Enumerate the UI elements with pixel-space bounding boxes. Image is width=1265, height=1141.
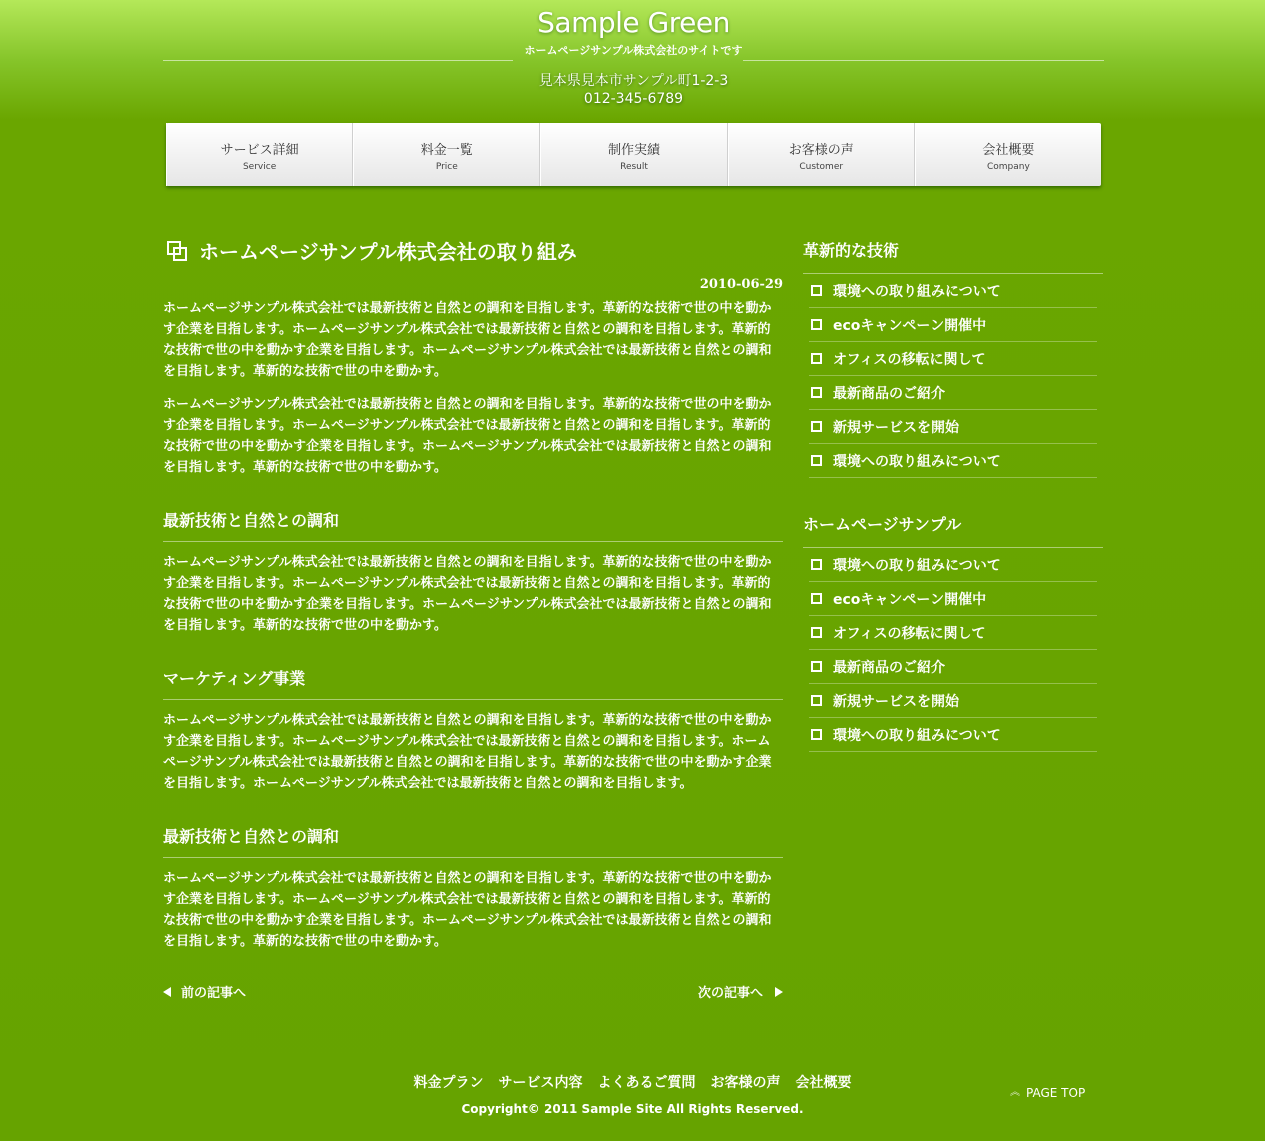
nav-sublabel: Company <box>987 162 1030 172</box>
site-tagline: ホームページサンプル株式会社のサイトです <box>524 44 743 57</box>
sidebar-heading: ホームページサンプル <box>803 510 1103 548</box>
sidebar-link[interactable] <box>809 342 1097 376</box>
sidebar-list <box>803 274 1097 478</box>
phone-number: 012-345-6789 <box>583 91 684 107</box>
nav-sublabel: Price <box>435 162 458 172</box>
sidebar-link[interactable] <box>809 308 1097 342</box>
sidebar-section <box>803 510 1103 752</box>
header-divider-left <box>163 60 513 61</box>
prev-label: 前の記事へ <box>181 986 247 1001</box>
sidebar-link-label: 環境への取り組みについて <box>833 283 1001 300</box>
sidebar-link[interactable] <box>809 616 1097 650</box>
footer-link-customer[interactable]: お客様の声 <box>710 1075 781 1091</box>
sidebar-link-label: 最新商品のご紹介 <box>833 385 945 402</box>
article-section <box>163 508 783 636</box>
nav-label: 制作実績 <box>608 143 661 158</box>
main-content <box>163 236 783 1002</box>
sidebar-link-label: 環境への取り組みについて <box>833 453 1001 470</box>
square-bullet-icon <box>811 729 822 740</box>
page-top-label: PAGE TOP <box>1026 1086 1086 1100</box>
sidebar-link-label: 新規サービスを開始 <box>833 419 959 436</box>
sidebar-link-label: ecoキャンペーン開催中 <box>833 317 987 334</box>
article-section <box>163 824 783 952</box>
square-bullet-icon <box>811 353 822 364</box>
nav-label: お客様の声 <box>788 143 854 158</box>
nav-label: 料金一覧 <box>420 143 473 158</box>
nav-item-service[interactable] <box>166 123 353 186</box>
sidebar-link[interactable] <box>809 376 1097 410</box>
contact-info <box>163 72 1104 108</box>
sidebar-link[interactable] <box>809 582 1097 616</box>
nav-label: サービス詳細 <box>220 143 299 158</box>
section-title: 最新技術と自然との調和 <box>163 824 783 858</box>
copyright: Copyright© 2011 Sample Site All Rights Reserved. <box>461 1102 804 1116</box>
square-bullet-icon <box>811 387 822 398</box>
footer-link-company[interactable]: 会社概要 <box>795 1075 852 1091</box>
prev-article-link[interactable] <box>163 982 246 1001</box>
section-title: 最新技術と自然との調和 <box>163 508 783 542</box>
nav-sublabel: Service <box>242 162 277 172</box>
sidebar-link[interactable] <box>809 274 1097 308</box>
square-bullet-icon <box>811 661 822 672</box>
article-pager <box>163 982 783 1002</box>
square-bullet-icon <box>811 559 822 570</box>
double-chevron-up-icon: ︽ <box>1010 1087 1020 1098</box>
paragraph: ホームページサンプル株式会社では最新技術と自然との調和を目指します。革新的な技術で世の中を動かす企業を目指します。ホームページサンプル株式会社では最新技術と自然との調和を目指します。革新的な技術で世の中を動かす企業を目指します。ホームページサンプル株式会社では最新技術と自然との調和を目指します。革新的な技術で世の中を動かす。 <box>163 397 772 475</box>
paragraph: ホームページサンプル株式会社では最新技術と自然との調和を目指します。革新的な技術で世の中を動かす企業を目指します。ホームページサンプル株式会社では最新技術と自然との調和を目指します。革新的な技術で世の中を動かす企業を目指します。ホームページサンプル株式会社では最新技術と自然との調和を目指します。革新的な技術で世の中を動かす。 <box>163 555 772 633</box>
footer-link-faq[interactable]: よくあるご質問 <box>597 1075 696 1091</box>
sidebar-link-label: 新規サービスを開始 <box>833 693 959 710</box>
sidebar-list <box>803 548 1097 752</box>
square-bullet-icon <box>811 593 822 604</box>
windows-icon <box>167 241 187 261</box>
article-intro <box>163 298 783 478</box>
square-bullet-icon <box>811 285 822 296</box>
arrow-right-icon <box>775 987 783 997</box>
article-title-row <box>163 236 783 265</box>
nav-item-company[interactable] <box>915 123 1101 186</box>
square-bullet-icon <box>811 319 822 330</box>
sidebar-link-label: 環境への取り組みについて <box>833 727 1001 744</box>
article-section <box>163 666 783 794</box>
nav-item-customer[interactable] <box>728 123 915 186</box>
footer-link-plans[interactable]: 料金プラン <box>413 1075 484 1091</box>
footer-link-services[interactable]: サービス内容 <box>498 1075 583 1091</box>
square-bullet-icon <box>811 421 822 432</box>
sidebar-section <box>803 236 1103 478</box>
sidebar-link[interactable] <box>809 548 1097 582</box>
article-title: ホームページサンプル株式会社の取り組み <box>199 240 577 264</box>
arrow-left-icon <box>163 987 171 997</box>
square-bullet-icon <box>811 627 822 638</box>
header-divider-right <box>743 60 1104 61</box>
global-nav <box>166 123 1101 186</box>
sidebar-link-label: オフィスの移転に関して <box>833 351 986 368</box>
paragraph: ホームページサンプル株式会社では最新技術と自然との調和を目指します。革新的な技術で世の中を動かす企業を目指します。ホームページサンプル株式会社では最新技術と自然との調和を目指します。ホームページサンプル株式会社では最新技術と自然との調和を目指します。革新的な技術で世の中を動かす企業を目指します。ホームページサンプル株式会社では最新技術と自然との調和を目指します。 <box>163 713 772 791</box>
article-date: 2010-06-29 <box>699 277 783 292</box>
sidebar-link[interactable] <box>809 650 1097 684</box>
sidebar <box>803 236 1103 752</box>
sidebar-link[interactable] <box>809 444 1097 478</box>
nav-label: 会社概要 <box>982 143 1035 158</box>
sidebar-link-label: ecoキャンペーン開催中 <box>833 591 987 608</box>
sidebar-link-label: オフィスの移転に関して <box>833 625 986 642</box>
sidebar-link-label: 環境への取り組みについて <box>833 557 1001 574</box>
sidebar-link[interactable] <box>809 684 1097 718</box>
square-bullet-icon <box>811 695 822 706</box>
section-title: マーケティング事業 <box>163 666 783 700</box>
nav-sublabel: Customer <box>799 162 844 172</box>
nav-item-result[interactable] <box>540 123 727 186</box>
next-label: 次の記事へ <box>697 986 763 1001</box>
sidebar-heading: 革新的な技術 <box>803 236 1103 274</box>
address: 見本県見本市サンプル町1-2-3 <box>538 73 729 89</box>
site-logo[interactable]: Sample Green <box>537 6 730 39</box>
next-article-link[interactable] <box>698 982 783 1001</box>
nav-item-price[interactable] <box>353 123 540 186</box>
sidebar-link-label: 最新商品のご紹介 <box>833 659 945 676</box>
sidebar-link[interactable] <box>809 718 1097 752</box>
nav-sublabel: Result <box>620 162 648 172</box>
paragraph: ホームページサンプル株式会社では最新技術と自然との調和を目指します。革新的な技術で世の中を動かす企業を目指します。ホームページサンプル株式会社では最新技術と自然との調和を目指します。革新的な技術で世の中を動かす企業を目指します。ホームページサンプル株式会社では最新技術と自然との調和を目指します。革新的な技術で世の中を動かす。 <box>163 871 772 949</box>
page-top-link[interactable] <box>1010 1086 1085 1100</box>
square-bullet-icon <box>811 455 822 466</box>
sidebar-link[interactable] <box>809 410 1097 444</box>
paragraph: ホームページサンプル株式会社では最新技術と自然との調和を目指します。革新的な技術で世の中を動かす企業を目指します。ホームページサンプル株式会社では最新技術と自然との調和を目指します。革新的な技術で世の中を動かす企業を目指します。ホームページサンプル株式会社では最新技術と自然との調和を目指します。革新的な技術で世の中を動かす。 <box>163 301 772 379</box>
